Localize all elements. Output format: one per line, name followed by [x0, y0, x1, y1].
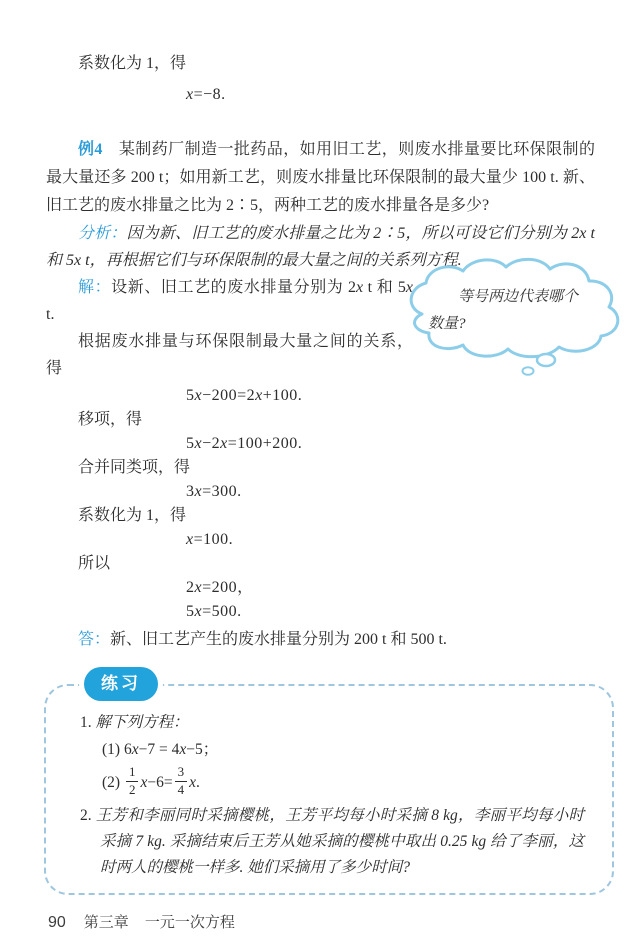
- step-so-label: 所以: [78, 555, 111, 572]
- analysis-text: 因为新、旧工艺的废水排量之比为 2∶5，所以可设它们分别为 2x t 和 5x t，再根据它们与环保限制的最大量之间的关系列方程.: [46, 225, 595, 269]
- footer-chapter: 第三章: [83, 915, 129, 931]
- solution-setup-paragraph: [46, 274, 413, 328]
- example-4-text: 某制药厂制造一批药品，如用旧工艺，则废水排量要比环保限制的最大量还多 200 t；如用新工艺，则废水排量比环保限制的最大量少 100 t. 新、旧工艺的废水排量之比为 2∶5，两种工艺的废水排量各是多少?: [46, 141, 595, 214]
- practice-equation-1-number: (1): [102, 741, 121, 758]
- practice-equation-1-body: 6x−7 = 4x−5；: [123, 741, 219, 758]
- step-move-label: 移项，得: [78, 411, 143, 428]
- answer-paragraph: [46, 626, 595, 654]
- page-footer: [46, 909, 595, 937]
- practice-badge: 练习: [84, 667, 158, 701]
- practice-equation-2-suffix: x.: [189, 774, 200, 791]
- practice-equation-1: [80, 736, 584, 763]
- equation-6: 5x=500.: [186, 603, 242, 620]
- example-4-paragraph: [46, 136, 595, 220]
- fraction-one-half: $\frac{1}{2}$: [126, 765, 139, 798]
- equation-5: 2x=200，: [186, 579, 254, 596]
- practice-equation-2: [80, 763, 584, 803]
- footer-section-title: 一元一次方程: [144, 915, 235, 931]
- answer-label: 答：: [78, 631, 111, 648]
- solution-relation-paragraph: 根据废水排量与环保限制最大量之间的关系，得: [46, 333, 413, 377]
- solution-setup-text: 设新、旧工艺的废水排量分别为 2x t 和 5x t.: [46, 279, 413, 323]
- answer-text: 新、旧工艺产生的废水排量分别为 200 t 和 500 t.: [110, 631, 447, 648]
- practice-item-2-text: 王芳和李丽同时采摘樱桃，王芳平均每小时采摘 8 kg，李丽平均每小时采摘 7 kg. 采摘结束后王芳从她采摘的樱桃中取出 0.25 kg 给了李丽，这时两人的樱桃一样多. 她们采摘用了多少时间?: [95, 807, 584, 876]
- step-coefficient-label: 系数化为 1，得: [78, 55, 187, 72]
- equation-3: 3x=300.: [186, 483, 242, 500]
- equation-x-minus-8: x=−8.: [186, 86, 226, 103]
- practice-item-2-number: 2.: [80, 807, 92, 824]
- practice-equation-2-middle: x−6=: [140, 774, 173, 791]
- step-combine-label: 合并同类项，得: [78, 459, 191, 476]
- example-4-label: 例4: [78, 141, 103, 158]
- practice-item-1: [80, 710, 584, 736]
- equation-2: 5x−2x=100+200.: [186, 435, 303, 452]
- practice-item-2: [80, 803, 584, 881]
- analysis-label: 分析：: [78, 225, 127, 242]
- practice-item-1-number: 1.: [80, 714, 92, 731]
- solution-steps: [46, 384, 595, 624]
- solution-label: 解：: [78, 279, 112, 296]
- practice-box: [44, 674, 614, 895]
- practice-item-1-text: 解下列方程：: [95, 714, 189, 731]
- fraction-three-quarters: $\frac{3}{4}$: [175, 765, 188, 798]
- equation-1: 5x−200=2x+100.: [186, 387, 303, 404]
- thought-bubble: [396, 256, 632, 378]
- practice-equation-2-number: (2): [102, 774, 121, 791]
- equation-4: x=100.: [186, 531, 234, 548]
- step-coefficient-label-2: 系数化为 1，得: [78, 507, 187, 524]
- page-number: 90: [48, 914, 66, 931]
- thought-bubble-text: 等号两边代表哪个数量?: [428, 289, 579, 332]
